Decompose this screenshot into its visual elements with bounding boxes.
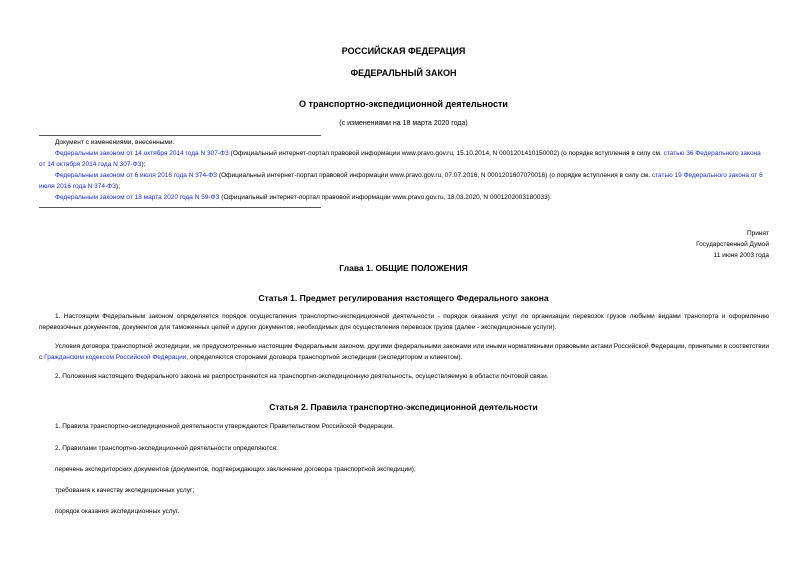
article-2-paragraph-4: требования к качеству экспедиционных услуг; xyxy=(55,487,195,494)
amendment-link[interactable]: Федеральным законом от 14 октября 2014 года N 307-ФЗ xyxy=(55,150,229,157)
law-title: О транспортно-экспедиционной деятельности xyxy=(299,99,508,109)
adopted-body: Государственной Думой xyxy=(696,241,769,248)
change-item xyxy=(39,170,769,192)
article-1-paragraph-1: 1. Настоящим Федеральным законом определяется порядок осуществления транспортно-экспедиционной деятельности - порядок оказания услуг по организации перевозок грузов любыми видами транспорта и оформлению перевозочных документов, документов для таможенных целей и других документов, необходимых для осуществления перевозок грузов (далее - экспедиционные услуги). xyxy=(39,313,769,331)
change-tail: ); xyxy=(141,161,146,168)
change-text: (Официальный интернет-портал правовой информации www.pravo.gov.ru, 07.07.2016, N 0001201607070016) (о порядке вступления в силу см. xyxy=(217,172,652,179)
paragraph-text: Условия договора транспортной экспедиции, не предусмотренные настоящим Федеральным законом, другими федеральными законами или иными нормативными правовыми актами Российской Федерации, принятыми в соответствии с xyxy=(39,343,769,361)
article-2-paragraph-1: 1. Правила транспортно-экспедиционной деятельности утверждаются Правительством Российской Федерации. xyxy=(55,423,395,430)
change-item xyxy=(39,148,769,170)
amendment-article-link[interactable]: статью 36 Федерального закона от 14 октября 2014 года N 307-ФЗ xyxy=(39,150,761,168)
doc-type-heading: ФЕДЕРАЛЬНЫЙ ЗАКОН xyxy=(350,68,457,78)
adopted-label: Принят xyxy=(746,230,769,237)
changes-top-divider xyxy=(39,135,321,136)
article-1-paragraph-2 xyxy=(39,341,769,363)
civil-code-link[interactable]: Гражданским кодексом Российской Федерации xyxy=(44,354,187,361)
article-2-paragraph-5: порядок оказания экспедиционных услуг. xyxy=(55,508,180,515)
article-2-paragraph-2: 2. Правилами транспортно-экспедиционной деятельности определяются: xyxy=(55,445,278,452)
article-1-paragraph-3: 2. Положения настоящего Федерального закона не распространяются на транспортно-экспедиционную деятельность, осуществляемую в области почтовой связи. xyxy=(55,373,549,380)
article-2-paragraph-3: перечень экспедиторских документов (документов, подтверждающих заключение договора транспортной экспедиции); xyxy=(55,466,416,473)
revision-note: (с изменениями на 18 марта 2020 года) xyxy=(339,120,468,127)
change-text: (Официальный интернет-портал правовой информации www.pravo.gov.ru, 18.03.2020, N 0001202003180033). xyxy=(219,194,552,201)
article-2-heading: Статья 2. Правила транспортно-экспедиционной деятельности xyxy=(269,402,538,412)
amendment-link[interactable]: Федеральным законом от 6 июля 2016 года N 374-ФЗ xyxy=(55,172,218,179)
country-heading: РОССИЙСКАЯ ФЕДЕРАЦИЯ xyxy=(341,46,466,56)
change-text: (Официальный интернет-портал правовой информации www.pravo.gov.ru, 15.10.2014, N 0001201410150002) (о порядке вступления в силу см. xyxy=(228,150,664,157)
amendment-article-link[interactable]: статью 19 Федерального закона от 6 июля 2016 года N 374-ФЗ xyxy=(39,172,763,190)
changes-intro: Документ с изменениями, внесенными: xyxy=(55,139,175,146)
article-1-heading: Статья 1. Предмет регулирования настоящего Федерального закона xyxy=(258,293,549,303)
change-tail: ); xyxy=(116,183,121,190)
chapter-heading: Глава 1. ОБЩИЕ ПОЛОЖЕНИЯ xyxy=(339,263,468,273)
changes-bottom-divider xyxy=(39,207,321,208)
adopted-date: 11 июня 2003 года xyxy=(713,252,769,259)
changes-block xyxy=(39,137,769,203)
change-item xyxy=(39,192,769,203)
adoption-block xyxy=(696,228,769,261)
amendment-link[interactable]: Федеральным законом от 18 марта 2020 года N 59-ФЗ xyxy=(55,194,220,201)
paragraph-text: , определяются сторонами договора транспортной экспедиции (экспедитором и клиентом). xyxy=(186,354,463,361)
